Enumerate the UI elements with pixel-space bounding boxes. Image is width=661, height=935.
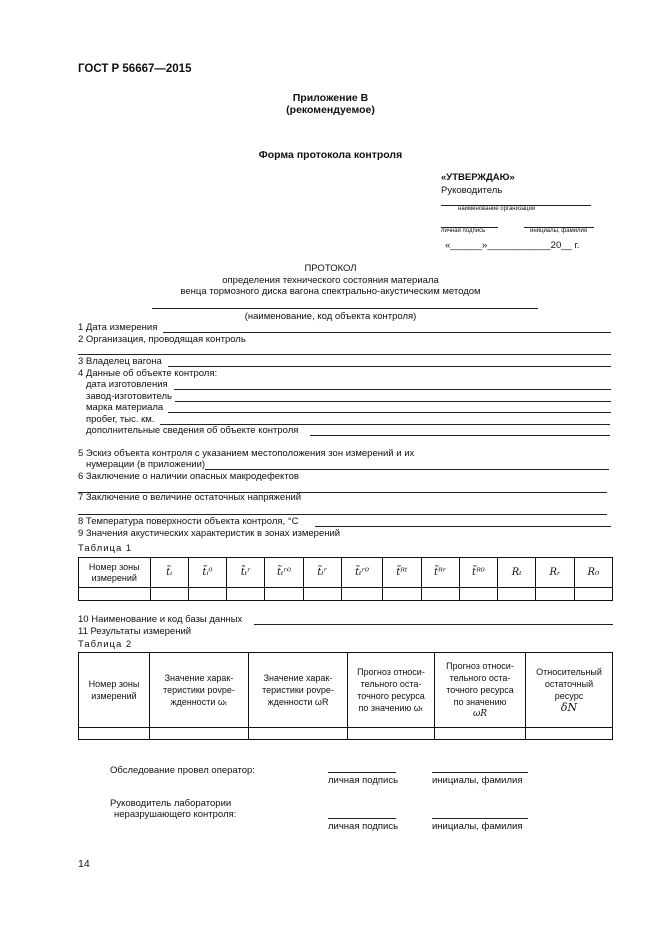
table2-header-omega-t (150, 653, 249, 728)
sign-caption: личная подпись (441, 228, 486, 234)
table1-header-symbol: R₀ (574, 558, 612, 588)
lab-name-line (432, 818, 528, 819)
table2-header-text: измерений (91, 691, 137, 701)
operator-name-line (432, 772, 528, 773)
field-manufacturer: завод-изготовитель (86, 391, 172, 402)
field-temperature: 8 Температура поверхности объекта контроля, °С (78, 516, 299, 527)
field-sketch: 5 Эскиз объекта контроля с указанием местоположения зон измерений и их (78, 448, 415, 459)
field-organization: 2 Организация, проводящая контроль (78, 334, 246, 345)
field-owner-line (168, 366, 611, 367)
field-additional-line (310, 435, 610, 436)
object-line (152, 308, 538, 309)
table2-header-text: по значению ωₜ (358, 703, 424, 713)
table2-header-text: жденности ωR (267, 697, 329, 707)
field-database-line (254, 624, 613, 625)
field-macrodefects: 6 Заключение о наличии опасных макродефектов (78, 471, 299, 482)
table1-cell (150, 588, 188, 601)
object-caption: (наименование, код объекта контроля) (244, 311, 417, 322)
approval-date: «______»____________20__ г. (445, 240, 580, 251)
table2-cell (526, 728, 613, 740)
table2-header-text: остаточный (544, 679, 594, 689)
table1-row (79, 588, 613, 601)
table2-header-text: Номер зоны (88, 679, 140, 689)
table2-header-text: точного ресурса (357, 691, 425, 701)
org-caption: наименование организации (458, 206, 536, 212)
table1-header-symbol: Rₜ (498, 558, 536, 588)
table1-header-symbol: t̃ᴿ⁰ (459, 558, 497, 588)
table2-header-zone (79, 653, 150, 728)
table1-cell (188, 588, 226, 601)
operator-label: Обследование провел оператор: (110, 765, 255, 776)
field-sketch-line (205, 469, 609, 470)
appendix-title: Приложение В (292, 92, 369, 104)
table1-cell (265, 588, 303, 601)
table2-header-residual (526, 653, 613, 728)
protocol-line2: венца тормозного диска вагона спектрально-акустическим методом (180, 286, 481, 297)
table1-cell (79, 588, 151, 601)
field-manufacturer-line (175, 401, 611, 402)
field-acoustic: 9 Значения акустических характеристик в зонах измерений (78, 528, 341, 539)
head-label: Руководитель (441, 185, 503, 196)
field-additional: дополнительные сведения об объекте контроля (86, 425, 299, 436)
table1-cell (227, 588, 265, 601)
approve-label: «УТВЕРЖДАЮ» (441, 172, 515, 183)
standard-code: ГОСТ Р 56667—2015 (78, 63, 192, 75)
table1-header-symbol: t̃ₜʳ⁰ (265, 558, 303, 588)
table1-cell (536, 588, 574, 601)
table1-header-symbol: t̃ᵢ (150, 558, 188, 588)
field-owner: 3 Владелец вагона (78, 356, 162, 367)
table1-header-symbol: t̃ₜʳ (227, 558, 265, 588)
table2-header-text: тельного оста- (449, 673, 511, 683)
field-material-line (168, 412, 611, 413)
field-date: 1 Дата измерения (78, 322, 158, 333)
table1-cell (341, 588, 382, 601)
table2-header-text: δN (560, 701, 578, 714)
field-organization-line (78, 354, 611, 355)
table2-cell (435, 728, 526, 740)
field-stress-line (78, 514, 607, 515)
table1-header-symbol: t̃ᵢ⁰ (188, 558, 226, 588)
field-results: 11 Результаты измерений (78, 626, 192, 637)
table2-header-text: жденности ωₜ (170, 697, 228, 707)
form-title: Форма протокола контроля (258, 149, 403, 161)
table2-header-forecast-t (348, 653, 435, 728)
field-material: марка материала (86, 402, 164, 413)
protocol-title: ПРОТОКОЛ (304, 263, 357, 274)
table1-cell (421, 588, 459, 601)
lab-head-label: Руководитель лаборатории (110, 798, 232, 809)
page-number: 14 (78, 858, 90, 870)
table2-header-text: точного ресурса (446, 685, 514, 695)
table1-label: Таблица 1 (78, 543, 133, 554)
table1-header-symbol: t̃ᴿᵗ (383, 558, 421, 588)
lab-head-label-cont: неразрушающего контроля: (114, 809, 237, 820)
table2-cell (150, 728, 249, 740)
table2-header-text: Значение харак- (263, 673, 333, 683)
table1-cell (459, 588, 497, 601)
field-date-line (163, 332, 611, 333)
table2-cell (249, 728, 348, 740)
table2-header-forecast-r (435, 653, 526, 728)
field-manufacture-date-line (174, 389, 611, 390)
table1-header-symbol: t̃ₜʳ⁰ (341, 558, 382, 588)
table1-header-zone-line1: Номер зоны (88, 561, 140, 572)
table2-header-text: Значение харак- (164, 673, 234, 683)
table1 (78, 557, 613, 601)
lab-sign-caption: личная подпись (328, 821, 399, 832)
field-sketch-cont: нумерации (в приложении) (86, 459, 206, 470)
table2-header-text: тельного оста- (360, 679, 422, 689)
field-mileage: пробег, тыс. км. (86, 414, 155, 425)
table1-cell (498, 588, 536, 601)
name-caption: инициалы, фамилия (530, 228, 588, 234)
table2-label: Таблица 2 (78, 639, 133, 650)
table2 (78, 652, 613, 740)
table2-header-text: Прогноз относи- (357, 667, 425, 677)
field-manufacture-date: дата изготовления (86, 379, 168, 390)
table1-cell (574, 588, 612, 601)
table2-row (79, 728, 613, 740)
table2-header-text: ресурс (554, 691, 584, 701)
field-temperature-line (315, 526, 611, 527)
table1-header-zone-line2: измерений (91, 572, 137, 583)
table2-header-text: теристики povре- (163, 685, 235, 695)
table1-header-symbol: Rᵣ (536, 558, 574, 588)
table1-header-zone (79, 558, 151, 588)
field-object-data: 4 Данные об объекте контроля: (78, 368, 218, 379)
appendix-subtitle: (рекомендуемое) (286, 104, 375, 116)
operator-name-caption: инициалы, фамилия (432, 775, 523, 786)
table2-header-text: Относительный (536, 667, 602, 677)
operator-sign-line (328, 772, 396, 773)
table2-header-text: по значению (453, 697, 507, 707)
field-stress: 7 Заключение о величине остаточных напряжений (78, 492, 302, 503)
table2-header-text: теристики povре- (262, 685, 334, 695)
field-database: 10 Наименование и код базы данных (78, 614, 243, 625)
table1-cell (303, 588, 341, 601)
lab-sign-line (328, 818, 396, 819)
table2-cell (348, 728, 435, 740)
table2-cell (79, 728, 150, 740)
operator-sign-caption: личная подпись (328, 775, 399, 786)
table2-header-text: ωR (472, 709, 488, 719)
table2-header-text: Прогноз относи- (446, 661, 514, 671)
table1-header-symbol: t̃ₜʳ (303, 558, 341, 588)
lab-name-caption: инициалы, фамилия (432, 821, 523, 832)
table1-header-symbol: t̃ᴿʳ (421, 558, 459, 588)
table1-cell (383, 588, 421, 601)
protocol-line1: определения технического состояния материала (222, 275, 439, 286)
table2-header-omega-r (249, 653, 348, 728)
